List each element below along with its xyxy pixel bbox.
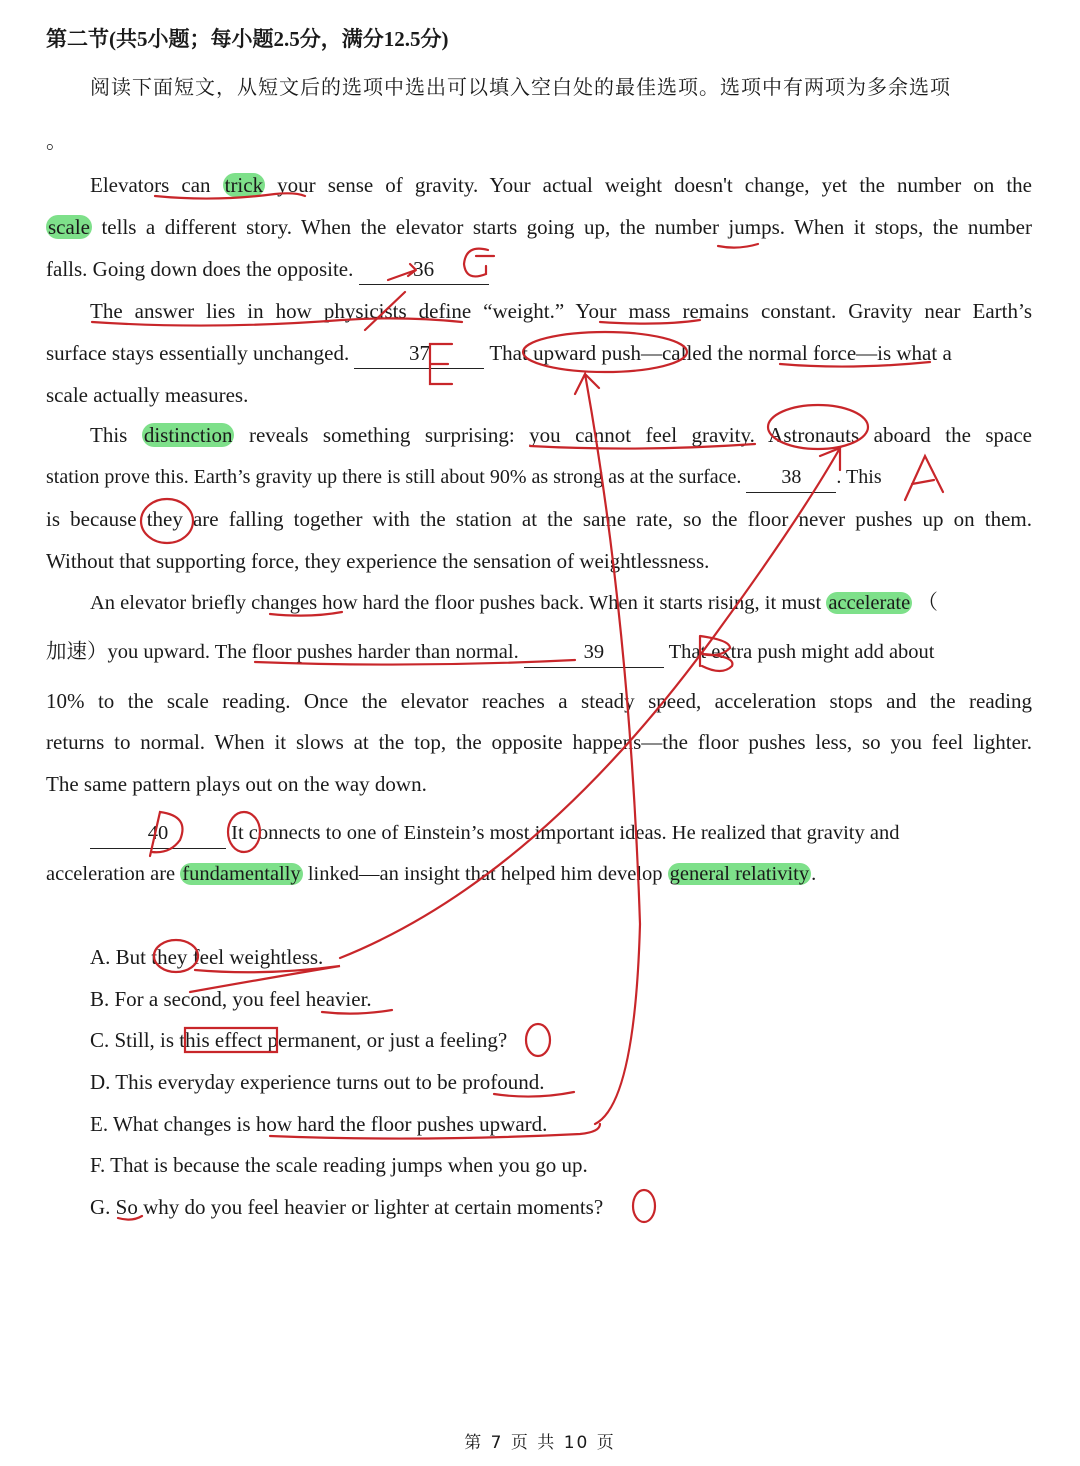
p5-line1: 40 It connects to one of Einstein’s most important ideas. He realized that gravity and — [90, 818, 1032, 849]
blank-39[interactable]: 39 — [524, 637, 664, 668]
blank-38[interactable]: 38 — [746, 462, 836, 493]
p1-line1: Elevators can trick your sense of gravity. Your actual weight doesn't change, yet the number on the — [90, 173, 1032, 197]
highlight-trick: trick — [224, 173, 264, 197]
option-d[interactable]: D. This everyday experience turns out to be profound. — [90, 1070, 545, 1094]
page-footer: 第 7 页 共 10 页 — [464, 1433, 616, 1453]
p5-line2: acceleration are fundamentally linked—an insight that helped him develop general relativity. — [46, 863, 817, 885]
p2-line3: scale actually measures. — [46, 383, 249, 407]
p4-line2: 加速）you upward. The floor pushes harder than normal. 39 That extra push might add about — [46, 637, 1032, 668]
option-f[interactable]: F. That is because the scale reading jumps when you go up. — [90, 1153, 588, 1177]
option-a[interactable]: A. But they feel weightless. — [90, 945, 324, 969]
highlight-accelerate: accelerate — [828, 592, 911, 614]
p3-line2: station prove this. Earth’s gravity up there is still about 90% as strong as at the surface. 38 . This — [46, 462, 1032, 493]
p4-line3: 10% to the scale reading. Once the elevator reaches a steady speed, acceleration stops and the reading — [46, 689, 1032, 713]
underline-jumps — [718, 244, 758, 248]
option-e[interactable]: E. What changes is how hard the floor pushes upward. — [90, 1112, 548, 1136]
blank-37[interactable]: 37 — [354, 338, 484, 369]
p4-line1: An elevator briefly changes how hard the floor pushes back. When it starts rising, it must accelerate （ — [90, 592, 938, 614]
instruction-end: 。 — [46, 129, 67, 153]
p3-line1: This distinction reveals something surprising: you cannot feel gravity. Astronauts aboard the space — [90, 423, 1032, 447]
p1-line3: falls. Going down does the opposite. 36 — [46, 254, 1032, 285]
p1-line2: scale tells a different story. When the elevator starts going up, the number jumps. When it stops, the number — [48, 215, 1032, 239]
highlight-fundamentally: fundamentally — [182, 863, 301, 885]
option-g[interactable]: G. So why do you feel heavier or lighter at certain moments? — [90, 1195, 604, 1219]
instruction: 阅读下面短文，从短文后的选项中选出可以填入空白处的最佳选项。选项中有两项为多余选项 — [90, 75, 951, 99]
p3-line4: Without that supporting force, they experience the sensation of weightlessness. — [46, 549, 710, 573]
p2-line2: surface stays essentially unchanged. 37 That upward push—called the normal force—is what a — [46, 338, 1032, 369]
blank-40[interactable]: 40 — [90, 818, 226, 849]
p2-line1: The answer lies in how physicists define “weight.” Your mass remains constant. Gravity near Earth’s — [90, 299, 1032, 323]
section-heading: 第二节(共5小题；每小题2.5分，满分12.5分) — [46, 27, 449, 51]
p3-line3: is because they are falling together with the station at the same rate, so the floor never pushes up on them. — [46, 507, 1032, 531]
highlight-general-relativity: general relativity — [669, 863, 810, 885]
p4-line4: returns to normal. When it slows at the top, the opposite happens—the floor pushes less, so you feel lighter. — [46, 730, 1032, 754]
highlight-distinction: distinction — [143, 423, 233, 447]
blank-36[interactable]: 36 — [359, 254, 489, 285]
highlight-scale: scale — [48, 215, 90, 239]
option-b[interactable]: B. For a second, you feel heavier. — [90, 987, 372, 1011]
p4-line5: The same pattern plays out on the way down. — [46, 772, 427, 796]
option-c[interactable]: C. Still, is this effect permanent, or just a feeling? — [90, 1028, 508, 1052]
